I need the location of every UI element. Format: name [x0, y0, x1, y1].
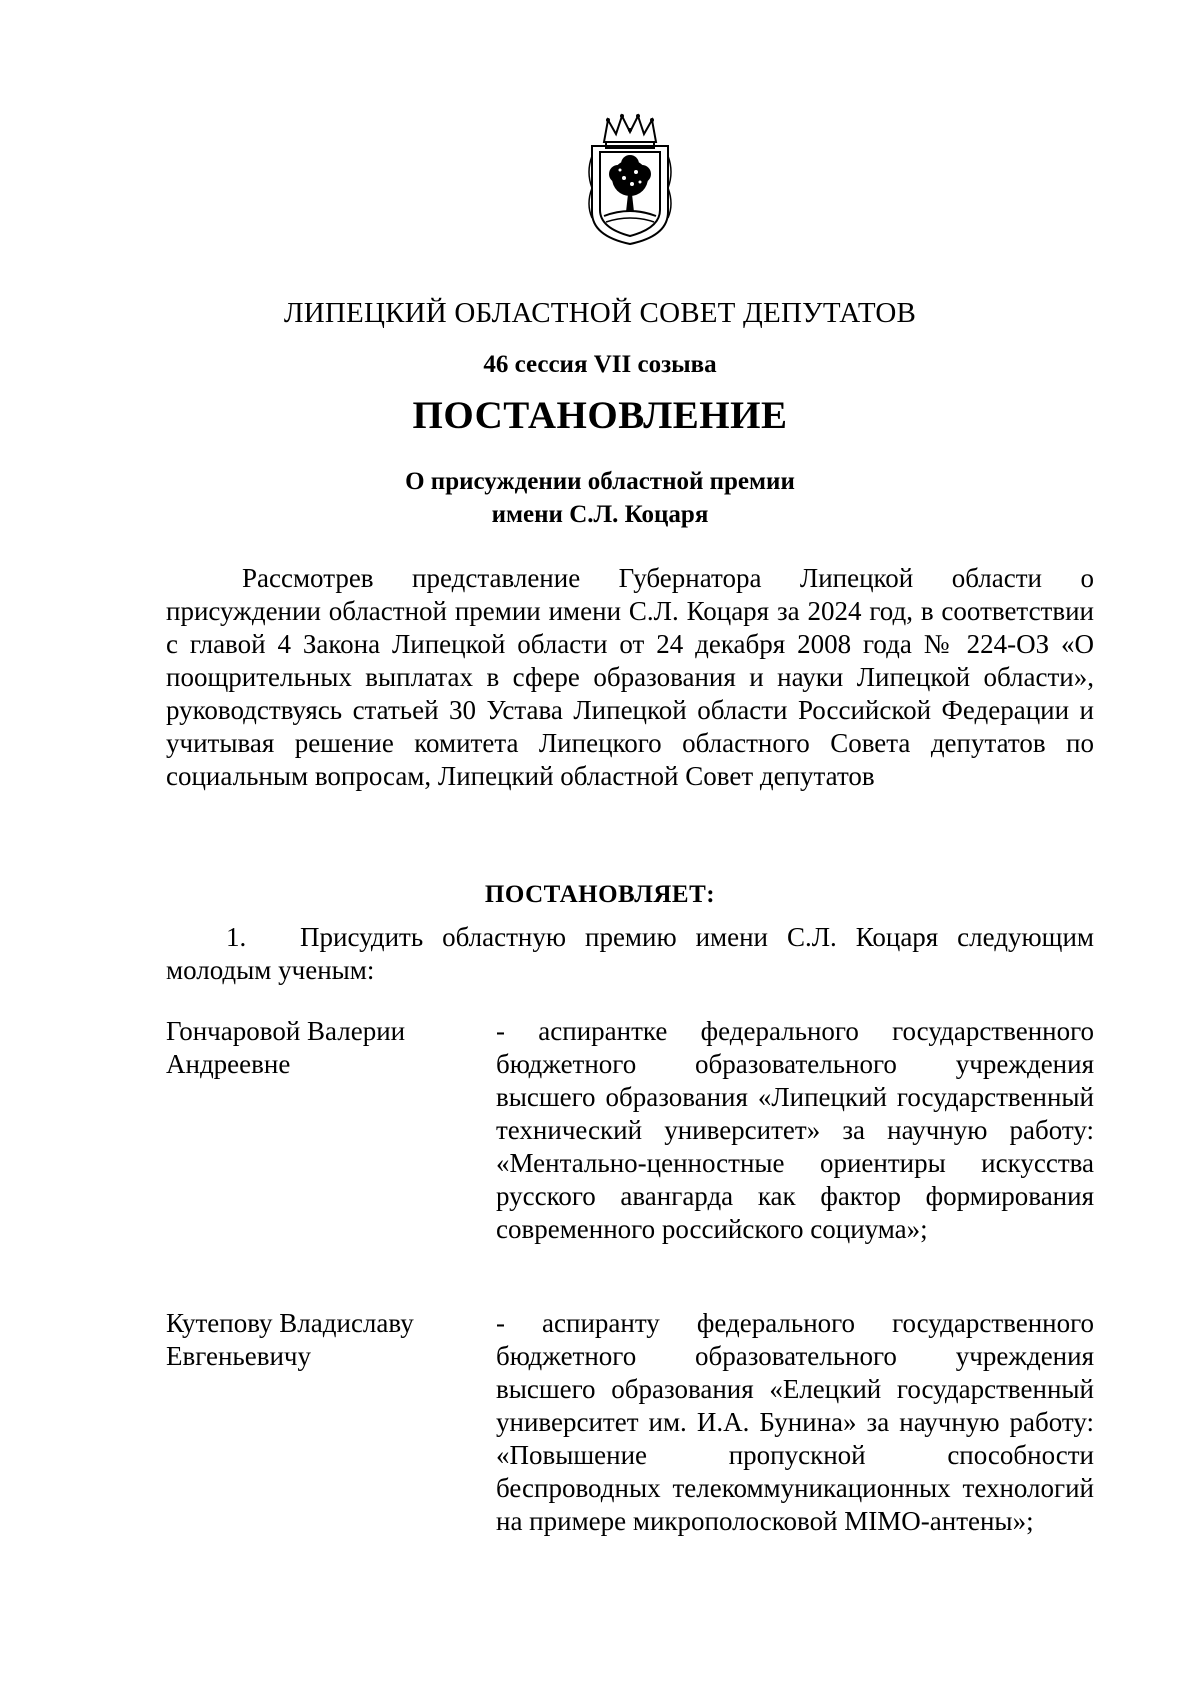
awardee-name-line-1: Кутепову Владиславу	[166, 1308, 414, 1338]
awardee-name	[166, 1307, 456, 1373]
awardee-description: - аспиранту федерального государственного бюджетного образовательного учреждения высшего образования «Елецкий государственный университет им. И.А. Бунина» за научную работу: «Повышение пропускной способности беспроводных телекоммуникационных технологий на примере микрополосковой MIMO-антены»;	[496, 1308, 1094, 1536]
document-type-title: ПОСТАНОВЛЕНИЕ	[412, 394, 788, 437]
session-number: 46 сессия VII созыва	[483, 351, 717, 378]
awardee-name-line-1: Гончаровой Валерии	[166, 1016, 406, 1046]
item-text: Присудить областную премию имени С.Л. Коцаря следующим молодым ученым:	[166, 922, 1094, 985]
awardee-description: - аспирантке федерального государственного бюджетного образовательного учреждения высшего образования «Липецкий государственный технический университет» за научную работу: «Ментально-ценностные ориентиры искусства русского авангарда как фактор формирования современного российского социума»;	[496, 1016, 1094, 1244]
awardee-name	[166, 1015, 456, 1081]
awardee-name-line-2: Евгеньевичу	[166, 1341, 311, 1371]
item-number: 1.	[226, 922, 247, 952]
subject-line-1: О присуждении областной премии	[405, 468, 795, 495]
lipetsk-coat-of-arms-icon	[584, 112, 676, 246]
awardee-name-line-2: Андреевне	[166, 1049, 291, 1079]
document-subject	[0, 465, 1200, 531]
preamble-paragraph: Рассмотрев представление Губернатора Липецкой области о присуждении областной премии имени С.Л. Коцаря за 2024 год, в соответствии с главой 4 Закона Липецкой области от 24 декабря 2008 года № 224-ОЗ «О поощрительных выплатах в сфере образования и науки Липецкой области», руководствуясь статьей 30 Устава Липецкой области Российской Федерации и учитывая решение комитета Липецкого областного Совета депутатов по социальным вопросам, Липецкий областной Совет депутатов	[166, 563, 1094, 791]
subject-line-2: имени С.Л. Коцаря	[491, 501, 709, 528]
council-name: ЛИПЕЦКИЙ ОБЛАСТНОЙ СОВЕТ ДЕПУТАТОВ	[283, 297, 917, 329]
resolves-heading: ПОСТАНОВЛЯЕТ:	[484, 881, 716, 908]
resolution-item-1	[166, 921, 1094, 987]
